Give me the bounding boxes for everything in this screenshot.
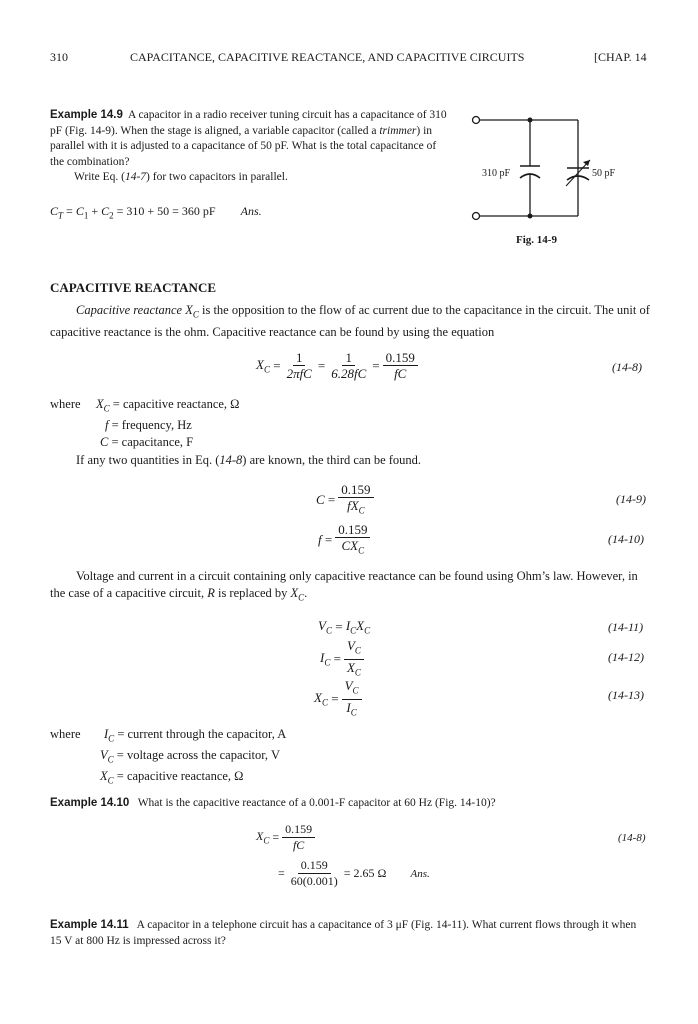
equation-14-10: f = $\frac{0.159}{CX_C}$: [318, 522, 373, 559]
example-14-9-instruction: Write Eq. (14-7) for two capacitors in parallel.: [74, 171, 288, 183]
chapter-label: [CHAP. 14: [594, 50, 647, 64]
eq-number-14-8: (14-8): [612, 360, 642, 374]
example-14-9-equation: $C_T = C_1 + C_2 = 310 + 50 = 360$ pF Ans.: [50, 204, 262, 221]
equation-14-8: $X_C$ = $\frac{1}{\text{2πfC}}$ = $\frac{1}{6.28fC}$ = $\frac{0.159}{fC}$: [256, 350, 421, 381]
example-14-10-eq-2: = $\frac{0.159}{60(0.001)}$ = 2.65 Ω Ans.: [278, 858, 430, 888]
eq-number-14-12: (14-12): [608, 650, 644, 664]
where-label-1: where: [50, 397, 81, 411]
equation-14-12: $I_C$ = $\frac{V_C}{X_C}$: [320, 638, 367, 680]
eq-number-14-11: (14-11): [608, 620, 644, 634]
label-50pf: 50 pF: [592, 168, 616, 179]
voltage-paragraph: Voltage and current in a circuit containing only capacitive reactance can be found using Ohm’s law. However, in the case of a capacitive circuit, R is replaced by $X_C$.: [50, 569, 638, 603]
page-number: 310: [50, 50, 68, 64]
eq-number-14-9: (14-9): [616, 492, 646, 506]
equation-14-9: C = $\frac{0.159}{fX_C}$: [316, 482, 377, 519]
eq-number-14-8-example: (14-8): [618, 832, 646, 844]
example-14-10-text: Example 14.10 What is the capacitive reactance of a 0.001-F capacitor at 60 Hz (Fig. 14-10)?: [50, 797, 496, 809]
example-14-11-text: Example 14.11 A capacitor in a telephone circuit has a capacitance of 3 μF (Fig. 14-11). What current flows through it when 15 V at 800 Hz is impressed across it?: [50, 919, 637, 947]
terminal-bottom: [473, 213, 480, 220]
definitions-list-2: $I_C$ = current through the capacitor, A $V_C$ = voltage across the capacitor, V $X_C$ = capacitive reactance, Ω: [100, 727, 287, 786]
label-310pf: 310 pF: [482, 168, 511, 179]
example-label: Example 14.11: [50, 919, 129, 931]
equation-14-11: $V_C$ = $I_CX_C$: [318, 618, 371, 636]
eq-number-14-10: (14-10): [608, 532, 644, 546]
section-heading: CAPACITIVE REACTANCE: [50, 280, 217, 295]
eq-number-14-13: (14-13): [608, 688, 644, 702]
running-title: CAPACITANCE, CAPACITIVE REACTANCE, AND CAPACITIVE CIRCUITS: [130, 50, 525, 64]
example-label: Example 14.9: [50, 109, 123, 121]
intro-paragraph: Capacitive reactance $X_C$ is the opposition to the flow of ac current due to the capacitance in the circuit. The unit of capacitive reactance is the ohm. Capacitive reactance can be found by using the equation: [50, 303, 650, 339]
example-14-9-text: Example 14.9 A capacitor in a radio receiver tuning circuit has a capacitance of 310 pF (Fig. 14-9). When the stage is aligned, a variable capacitor (called a trimmer) in parallel with it is adjusted to a capacitance of 50 pF. What is the total capacitance of the combination?: [50, 109, 447, 168]
where-label-2: where: [50, 727, 81, 741]
definitions-list-1: $X_C$ = capacitive reactance, Ω f = frequency, Hz C = capacitance, F: [96, 397, 240, 449]
example-14-10-eq-1: $X_C$ = $\frac{0.159}{fC}$: [256, 822, 318, 853]
if-any-sentence: If any two quantities in Eq. (14-8) are known, the third can be found.: [76, 453, 422, 467]
figure-14-9-caption: Fig. 14-9: [516, 234, 557, 246]
equation-14-13: $X_C$ = $\frac{V_C}{I_C}$: [314, 678, 365, 720]
figure-14-9-circuit: [466, 106, 626, 230]
terminal-top: [473, 117, 480, 124]
example-label: Example 14.10: [50, 797, 130, 809]
